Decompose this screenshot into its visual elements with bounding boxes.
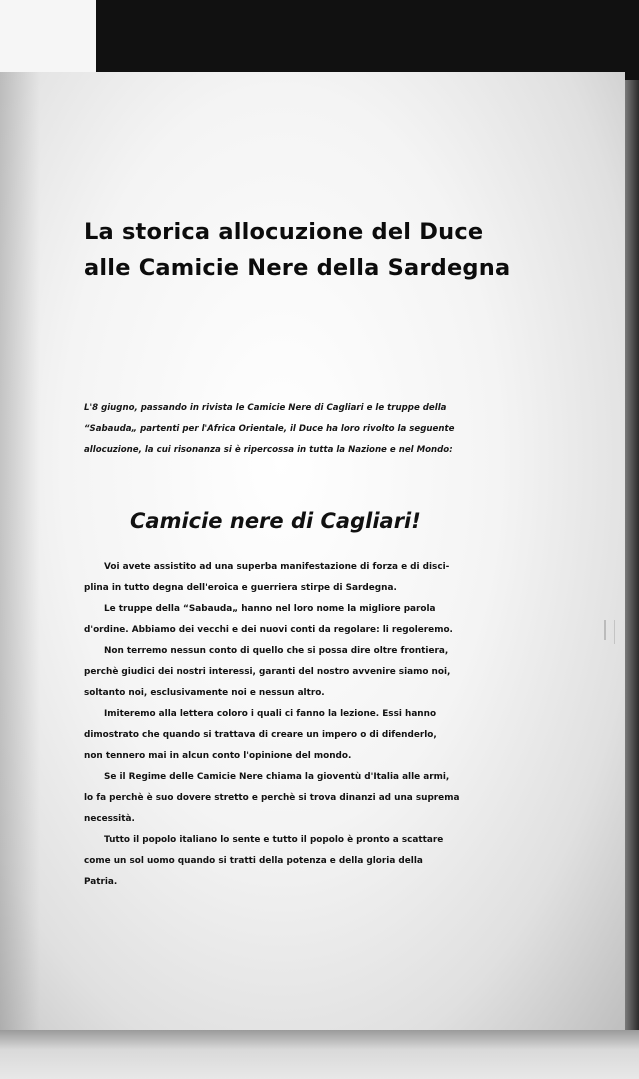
speech-line: necessità. [84, 814, 135, 824]
intro-line: allocuzione, la cui risonanza si è ripercossa in tutta la Nazione e nel Mondo: [84, 445, 453, 455]
speech-line: come un sol uomo quando si tratti della potenza e della gloria della [84, 856, 423, 866]
scan-top-band [96, 0, 639, 80]
intro-line: “Sabauda„ partenti per l'Africa Orientale, il Duce ha loro rivolto la seguente [84, 424, 455, 434]
speech-line: Voi avete assistito ad una superba manifestazione di forza e di disci- [104, 562, 450, 572]
scan-bottom-shadow [0, 1030, 639, 1079]
intro-line: L'8 giugno, passando in rivista le Camicie Nere di Cagliari e le truppe della [84, 403, 447, 413]
speech-paragraph [84, 641, 504, 704]
speech-line: Non terremo nessun conto di quello che si possa dire oltre frontiera, [104, 646, 449, 656]
speech-paragraph [84, 599, 504, 641]
speech-body [84, 557, 504, 893]
title-line-2: alle Camicie Nere della Sardegna [84, 255, 511, 281]
speech-line: soltanto noi, esclusivamente noi e nessun altro. [84, 688, 325, 698]
scan-right-edge [625, 80, 639, 1040]
page-mark [604, 620, 606, 640]
speech-heading: Camicie nere di Cagliari! [130, 509, 421, 533]
speech-line: non tennero mai in alcun conto l'opinione del mondo. [84, 751, 352, 761]
speech-line: d'ordine. Abbiamo dei vecchi e dei nuovi conti da regolare: li regoleremo. [84, 625, 453, 635]
speech-paragraph [84, 557, 504, 599]
speech-line: lo fa perchè è suo dovere stretto e perchè si trova dinanzi ad una suprema [84, 793, 460, 803]
speech-line: perchè giudici dei nostri interessi, garanti del nostro avvenire siamo noi, [84, 667, 451, 677]
speech-paragraph [84, 830, 504, 893]
speech-paragraph [84, 704, 504, 767]
speech-line: Se il Regime delle Camicie Nere chiama la gioventù d'Italia alle armi, [104, 772, 450, 782]
scan-corner [0, 0, 96, 72]
speech-paragraph [84, 767, 504, 830]
speech-line: Tutto il popolo italiano lo sente e tutto il popolo è pronto a scattare [104, 835, 444, 845]
speech-line: Patria. [84, 877, 118, 887]
speech-line: dimostrato che quando si trattava di creare un impero o di difenderlo, [84, 730, 437, 740]
title-line-1: La storica allocuzione del Duce [84, 219, 484, 245]
speech-line: Imiteremo alla lettera coloro i quali ci fanno la lezione. Essi hanno [104, 709, 437, 719]
page-mark [614, 620, 615, 644]
speech-line: plina in tutto degna dell'eroica e guerriera stirpe di Sardegna. [84, 583, 397, 593]
intro-paragraph [84, 398, 504, 461]
page-left-shade [0, 72, 40, 1042]
page-title [84, 214, 524, 286]
speech-line: Le truppe della “Sabauda„ hanno nel loro nome la migliore parola [104, 604, 436, 614]
